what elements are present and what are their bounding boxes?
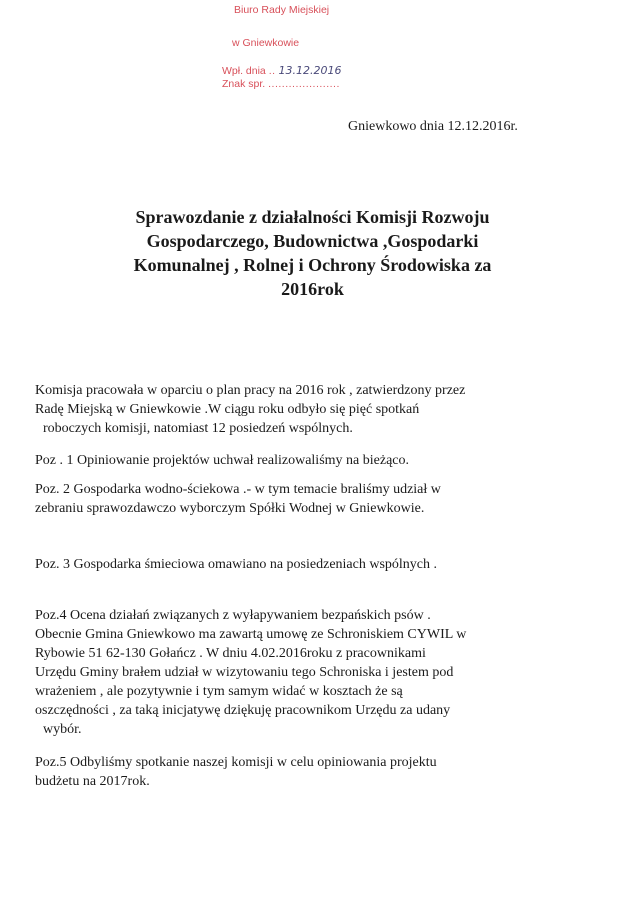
- text-line: Poz . 1 Opiniowanie projektów uchwał realizowaliśmy na bieżąco.: [35, 453, 409, 468]
- item-2-paragraph: [35, 480, 595, 518]
- stamp-dots: ..: [268, 65, 276, 77]
- item-1-paragraph: [35, 451, 595, 470]
- text-line: Obecnie Gmina Gniewkowo ma zawartą umowę ze Schroniskiem CYWIL w: [35, 627, 467, 642]
- stamp-received-line: [222, 64, 341, 78]
- text-line: Radę Miejską w Gniewkowie .W ciągu roku odbyło się pięć spotkań: [35, 402, 420, 417]
- text-line: oszczędności , za taką inicjatywę dziękuję pracownikom Urzędu za udany: [35, 703, 451, 718]
- stamp-dots: .....................: [268, 78, 340, 90]
- text-line: Poz.5 Odbyliśmy spotkanie naszej komisji w celu opiniowania projektu: [35, 755, 437, 770]
- item-5-paragraph: [35, 753, 595, 791]
- text-line: Poz.4 Ocena działań związanych z wyłapywaniem bezpańskich psów .: [35, 608, 431, 623]
- text-line: zebraniu sprawozdawczo wyborczym Spółki Wodnej w Gniewkowie.: [35, 501, 425, 516]
- title-line: Komunalnej , Rolnej i Ochrony Środowiska za: [133, 255, 492, 275]
- item-4-paragraph: [35, 606, 595, 739]
- stamp-office-name: Biuro Rady Miejskiej: [234, 4, 330, 16]
- stamp-received-label: Wpł. dnia: [222, 65, 266, 77]
- item-3-paragraph: [35, 555, 595, 574]
- title-line: Gospodarczego, Budownictwa ,Gospodarki: [146, 231, 479, 251]
- text-line: wrażeniem , ale pozytywnie i tym samym widać w kosztach że są: [35, 684, 403, 699]
- document-title: [40, 205, 585, 301]
- text-line: roboczych komisji, natomiast 12 posiedzeń wspólnych.: [43, 421, 353, 436]
- text-line: Rybowie 51 62-130 Gołańcz . W dniu 4.02.2016roku z pracownikami: [35, 646, 426, 661]
- text-line: wybór.: [43, 722, 82, 737]
- stamp-sign-line: [222, 78, 340, 91]
- stamp-sign-label: Znak spr.: [222, 78, 266, 90]
- text-line: Komisja pracowała w oparciu o plan pracy na 2016 rok , zatwierdzony przez: [35, 383, 466, 398]
- stamp-office-city: w Gniewkowie: [232, 37, 300, 49]
- intro-paragraph: [35, 381, 595, 438]
- title-line: 2016rok: [281, 279, 344, 299]
- text-line: Poz. 2 Gospodarka wodno-ściekowa .- w tym temacie braliśmy udział w: [35, 482, 441, 497]
- text-line: budżetu na 2017rok.: [35, 774, 150, 789]
- place-and-date: Gniewkowo dnia 12.12.2016r.: [348, 119, 518, 134]
- stamp-received-date: 13.12.2016: [278, 64, 342, 77]
- title-line: Sprawozdanie z działalności Komisji Rozwoju: [135, 207, 490, 227]
- text-line: Urzędu Gminy brałem udział w wizytowaniu tego Schroniska i jestem pod: [35, 665, 454, 680]
- text-line: Poz. 3 Gospodarka śmieciowa omawiano na posiedzeniach wspólnych .: [35, 557, 438, 572]
